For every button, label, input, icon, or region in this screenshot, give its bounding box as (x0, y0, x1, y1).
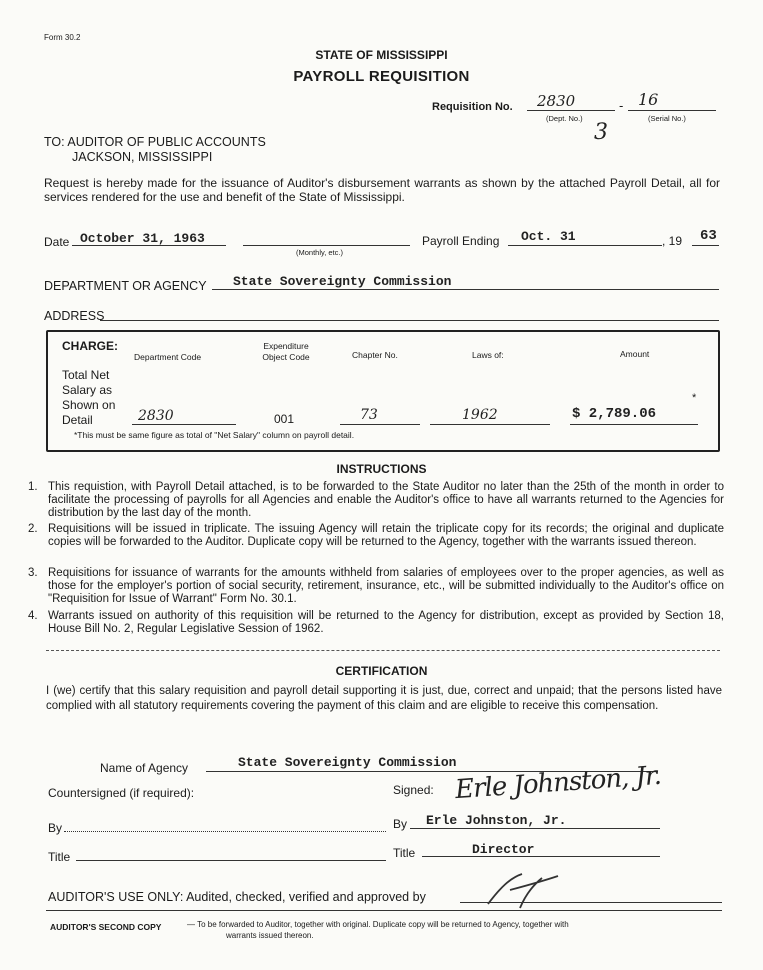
amount-line (570, 424, 698, 425)
object-code-value: 001 (274, 412, 295, 426)
by-value: Erle Johnston, Jr. (426, 813, 567, 828)
charge-footnote: *This must be same figure as total of "Net Salary" column on payroll detail. (74, 430, 355, 440)
cert-agency-value: State Sovereignty Commission (238, 755, 457, 770)
signed-label: Signed: (393, 783, 434, 797)
page-title: PAYROLL REQUISITION (293, 68, 470, 85)
monthly-line (243, 245, 410, 246)
instructions-heading: INSTRUCTIONS (336, 462, 427, 476)
dept-no-value: 2830 (537, 92, 576, 110)
countersigned-label: Countersigned (if required): (48, 786, 195, 800)
auditor-divider (46, 910, 722, 911)
instruction-1-number: 1. (28, 481, 38, 493)
instruction-2 (28, 523, 724, 549)
chapter-line (340, 424, 420, 425)
instruction-2-text: Requisitions will be issued in triplicate. The issuing Agency will retain the triplicate copy for its records; the original and duplicate copies will be forwarded to the Auditor. Duplicate copy will be returned to the Agency, together with the warrants issued thereon. (48, 523, 724, 548)
dept-code-line (132, 424, 236, 425)
to-line-2: JACKSON, MISSISSIPPI (72, 150, 213, 164)
address-line (100, 320, 719, 321)
amount-asterisk: * (692, 392, 697, 404)
year-value: 63 (700, 228, 717, 244)
second-copy-text-2: warrants issued thereon. (226, 931, 314, 940)
second-copy-text-1: — To be forwarded to Auditor, together with original. Duplicate copy will be returned to Agency, together with (187, 920, 569, 929)
charge-label: CHARGE: (62, 339, 118, 353)
title-line-right (422, 856, 660, 857)
payroll-ending-value: Oct. 31 (521, 229, 576, 244)
title-line-left (76, 860, 386, 861)
row-label-3: Shown on (62, 398, 116, 412)
by-line-left (64, 831, 386, 832)
amount-header: Amount (620, 349, 650, 359)
year-prefix: , 19 (662, 234, 683, 248)
row-label-1: Total Net (62, 368, 110, 382)
dept-code-header: Department Code (134, 352, 202, 362)
request-text: Request is hereby made for the issuance of Auditor's disbursement warrants as shown by the attached Payroll Detail, all for services rendered for the use and benefit of the State of Mississippi. (44, 176, 720, 204)
to-line-1: TO: AUDITOR OF PUBLIC ACCOUNTS (44, 135, 266, 149)
by-line-right (410, 828, 660, 829)
expenditure-header (256, 341, 316, 363)
laws-header: Laws of: (472, 350, 504, 360)
signature: Erle Johnston, Jr. (454, 760, 662, 806)
form-number: Form 30.2 (44, 33, 81, 42)
requisition-label: Requisition No. (432, 101, 513, 113)
handwritten-mark: 3 (594, 120, 608, 145)
amount-value: $ 2,789.06 (572, 406, 657, 422)
payroll-ending-label: Payroll Ending (422, 234, 500, 248)
dept-no-line (527, 110, 615, 111)
address-label: ADDRESS (44, 309, 105, 323)
expenditure-header-line2: Object Code (262, 352, 310, 362)
monthly-label: (Monthly, etc.) (296, 248, 343, 257)
auditor-use-only: AUDITOR'S USE ONLY: Audited, checked, verified and approved by (48, 890, 426, 904)
requisition-dash: - (619, 98, 624, 113)
dept-code-value: 2830 (138, 408, 174, 424)
instruction-2-number: 2. (28, 523, 38, 535)
instruction-4-text: Warrants issued on authority of this requisition will be returned to the Agency for distribution, except as provided by Section 18, House Bill No. 2, Regular Legislative Session of 1962. (48, 610, 724, 635)
instruction-3-text: Requisitions for issuance of warrants for the amounts withheld from salaries of employees over to the proper agencies, as well as those for the employer's portion of social security, retirement, insurance, etc., will be submitted individually to the Auditor's office on "Requisition for Issue of Warrant" Form No. 30.1. (48, 567, 724, 605)
agency-value: State Sovereignty Commission (233, 274, 452, 289)
instruction-4 (28, 610, 724, 636)
title-value: Director (472, 842, 535, 857)
agency-label: DEPARTMENT OR AGENCY (44, 279, 207, 293)
date-value: October 31, 1963 (80, 231, 205, 246)
chapter-header: Chapter No. (352, 350, 398, 360)
instruction-3-number: 3. (28, 567, 38, 579)
cert-agency-label: Name of Agency (100, 761, 189, 775)
title-label-right: Title (393, 846, 416, 860)
instruction-1 (28, 481, 724, 520)
dept-no-label: (Dept. No.) (546, 114, 583, 123)
date-label: Date (44, 235, 70, 249)
instruction-1-text: This requistion, with Payroll Detail attached, is to be forwarded to the State Auditor no later than the 25th of the month in order to facilitate the processing of payrolls for all Agencies and enable the Auditor's office to have all warrants returned to the Agencies for distribution by the last day of the month. (48, 481, 724, 519)
certification-heading: CERTIFICATION (335, 664, 428, 678)
row-label-2: Salary as (62, 383, 113, 397)
payroll-ending-line (508, 245, 662, 246)
instruction-3 (28, 567, 724, 606)
laws-line (430, 424, 550, 425)
agency-line (212, 289, 719, 290)
row-label (62, 368, 115, 428)
year-line (692, 245, 719, 246)
serial-no-line (628, 110, 716, 111)
serial-no-label: (Serial No.) (648, 114, 686, 123)
chapter-value: 73 (360, 407, 378, 423)
auditor-initials (480, 868, 580, 912)
serial-no-value: 16 (638, 90, 659, 109)
row-label-4: Detail (62, 413, 93, 427)
second-copy-label: AUDITOR'S SECOND COPY (50, 922, 162, 932)
laws-value: 1962 (462, 407, 498, 423)
by-label-right: By (393, 817, 408, 831)
title-label-left: Title (48, 850, 71, 864)
expenditure-header-line1: Expenditure (263, 341, 309, 351)
instruction-4-number: 4. (28, 610, 38, 622)
instructions-divider (46, 650, 720, 651)
certification-text: I (we) certify that this salary requisition and payroll detail supporting it is just, due, correct and unpaid; that the persons listed have complied with all statutory requirements covering the payment of this claim and are eligible to receive this compensation. (46, 685, 722, 712)
state-heading: STATE OF MISSISSIPPI (315, 48, 448, 62)
by-label-left: By (48, 821, 63, 835)
